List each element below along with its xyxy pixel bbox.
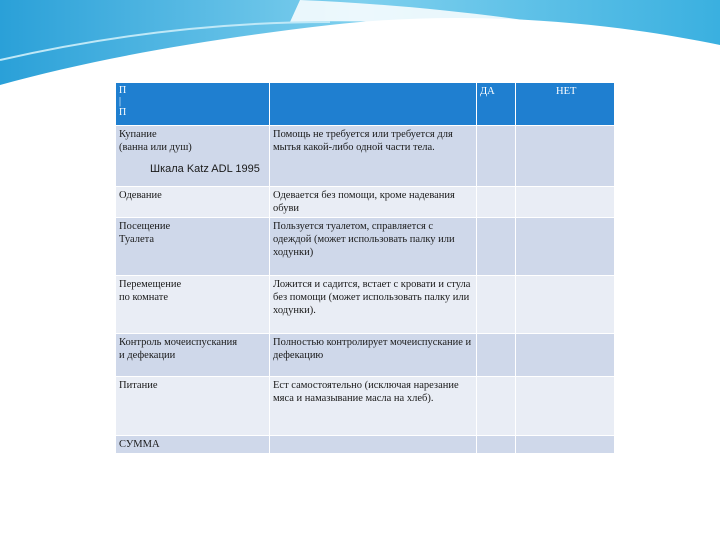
header-col1-char: П [119,107,127,118]
table-row [116,377,615,436]
no-cell [516,377,615,436]
description-cell: Ложится и садится, встает с кровати и стула без помощи (может использовать палку или ходунки). [270,276,477,334]
no-cell [516,187,615,218]
sum-no-cell [516,436,615,454]
sum-cell [270,436,477,454]
table-caption: Шкала Katz ADL 1995 [150,163,260,175]
description-cell: Пользуется туалетом, справляется с одеждой (может использовать палку или ходунки) [270,218,477,276]
yes-cell [477,334,516,377]
description-cell: Помощь не требуется или требуется для мытья какой-либо одной части тела. [270,126,477,187]
description-cell: Полностью контролирует мочеиспускание и дефекацию [270,334,477,377]
activity-cell: Перемещение по комнате [116,276,270,334]
table-header-row [116,83,615,126]
sum-label: СУММА [116,436,270,454]
sum-row [116,436,615,454]
table-row [116,334,615,377]
no-cell [516,276,615,334]
activity-cell: Купание (ванна или душ) [116,126,270,187]
table-row [116,126,615,187]
yes-cell [477,276,516,334]
header-no-label: НЕТ [556,86,577,97]
katz-adl-table [115,82,615,454]
activity-cell: Одевание [116,187,270,218]
header-wave-decoration [0,0,720,90]
header-col1-char: | [119,96,122,107]
header-no [516,83,615,126]
yes-cell [477,377,516,436]
sum-yes-cell [477,436,516,454]
no-cell [516,334,615,377]
description-cell: Одевается без помощи, кроме надевания обуви [270,187,477,218]
table-row [116,187,615,218]
yes-cell [477,218,516,276]
table-row [116,218,615,276]
header-yes-label: ДА [480,86,495,97]
header-col1 [116,83,270,126]
description-cell: Ест самостоятельно (исключая нарезание мяса и намазывание масла на хлеб). [270,377,477,436]
yes-cell [477,126,516,187]
activity-cell: Контроль мочеиспускания и дефекации [116,334,270,377]
header-yes [477,83,516,126]
table-row [116,276,615,334]
activity-cell: Питание [116,377,270,436]
no-cell [516,218,615,276]
header-col2 [270,83,477,126]
activity-cell: Посещение Туалета [116,218,270,276]
yes-cell [477,187,516,218]
no-cell [516,126,615,187]
header-col1-char: П [119,85,127,96]
